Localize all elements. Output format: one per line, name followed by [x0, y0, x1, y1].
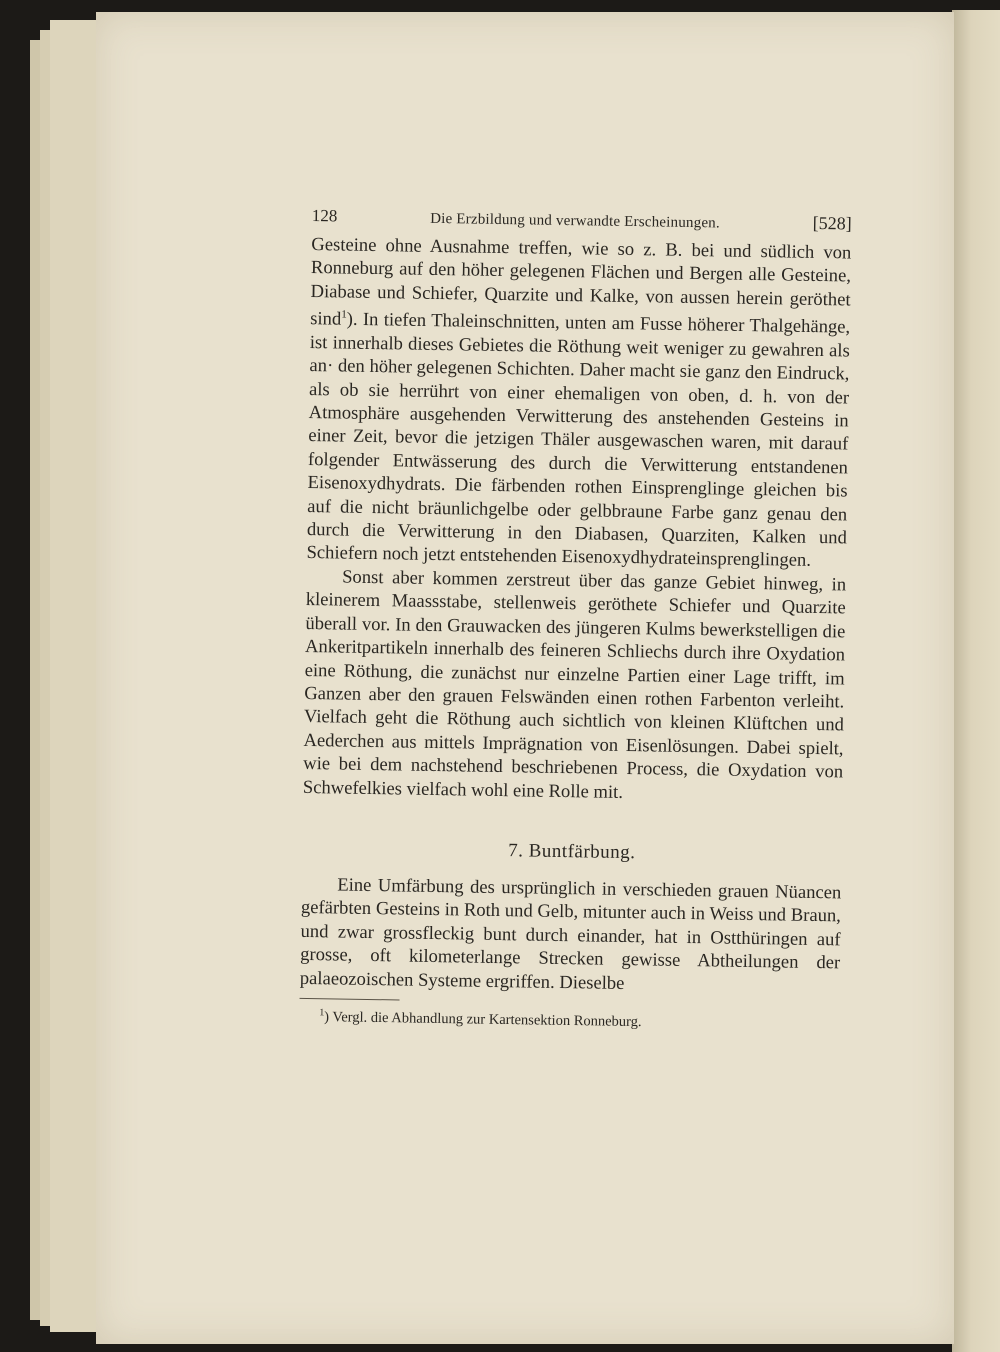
paragraph — [306, 233, 851, 573]
paragraph-text: ). In tiefen Thaleinschnitten, unten am Fusse höherer Thalgehänge, ist innerhalb dieses Gebietes die Röthung weit weniger zu gewahren als an· den höher gelegenen Schichten. Daher macht sie ganz den Eindruck, als ob sie herrührt von einer ehemaligen von oben, d. h. von der Atmosphäre ausgehenden Verwitterung des anstehenden Gesteins in einer Zeit, bevor die jetzigen Thäler ausgewaschen waren, mit darauf folgender Entwässerung des durch die Verwitterung entstandenen Eisenoxydhydrats. Die färbenden rothen Einsprenglinge gleichen bis auf die nicht bräunlichgelbe oder gelbbraune Farbe ganz genau den durch die Verwitterung in den Diabasen, Quarziten, Kalken und Schiefern noch jetzt entstehenden Eisenoxydhydrateinsprenglingen. — [306, 308, 851, 572]
original-page-number: [528] — [812, 212, 852, 234]
footnote-divider — [300, 998, 400, 1001]
footnote-marker: 1 — [319, 1007, 325, 1019]
running-title: Die Erzbildung und verwandte Erscheinungen. — [430, 210, 721, 232]
section-heading: 7. Buntfärbung. — [508, 840, 636, 864]
footnote-text: ) Vergl. die Abhandlung zur Kartensektion Ronneburg. — [324, 1009, 642, 1031]
paragraph: Eine Umfärbung des ursprünglich in verschieden grauen Nüancen gefärbten Gesteins in Roth und Gelb, mitunter auch in Weiss und Braun, und zwar grossfleckig bunt durch einander, hat in Ostthüringen auf grosse, oft kilometerlange Strecken gewisse Abtheilungen der palaeozoischen Systeme ergriffen. Dieselbe — [299, 874, 842, 994]
paragraph-text: Gesteine ohne Ausnahme treffen, wie so z. B. bei und südlich von Ronneburg auf den höher gelegenen Flächen und Bergen alle Gesteine, Diabase und Schiefer, Quarzite und Kalke, von aussen herein geröthet sind — [310, 233, 852, 330]
page-content — [299, 205, 852, 1034]
page-number: 128 — [311, 205, 338, 226]
footnote-reference: 1 — [341, 308, 347, 321]
facing-page-edge — [952, 10, 1000, 1352]
body-text — [303, 233, 852, 807]
paragraph: Sonst aber kommen zerstreut über das ganze Gebiet hinweg, in kleinerem Maassstabe, stellenweis geröthete Schiefer und Quarzite überall vor. In den Grauwacken des jüngeren Kulms bewerkstelligen die Ankeritpartikeln innerhalb des feineren Schliechs durch ihre Oxydation eine Röthung, die zunächst nur einzelne Partien einer Lage trifft, im Ganzen aber den grauen Felswänden einen rothen Farbenton verleiht. Vielfach geht die Röthung auch sichtlich von kleinen Klüftchen und Aederchen aus mittels Imprägnation von Eisenlösungen. Dabei spielt, wie bei dem nachstehend beschriebenen Process, die Oxydation von Schwefelkies vielfach wohl eine Rolle mit. — [302, 566, 847, 803]
section-text — [300, 873, 842, 998]
